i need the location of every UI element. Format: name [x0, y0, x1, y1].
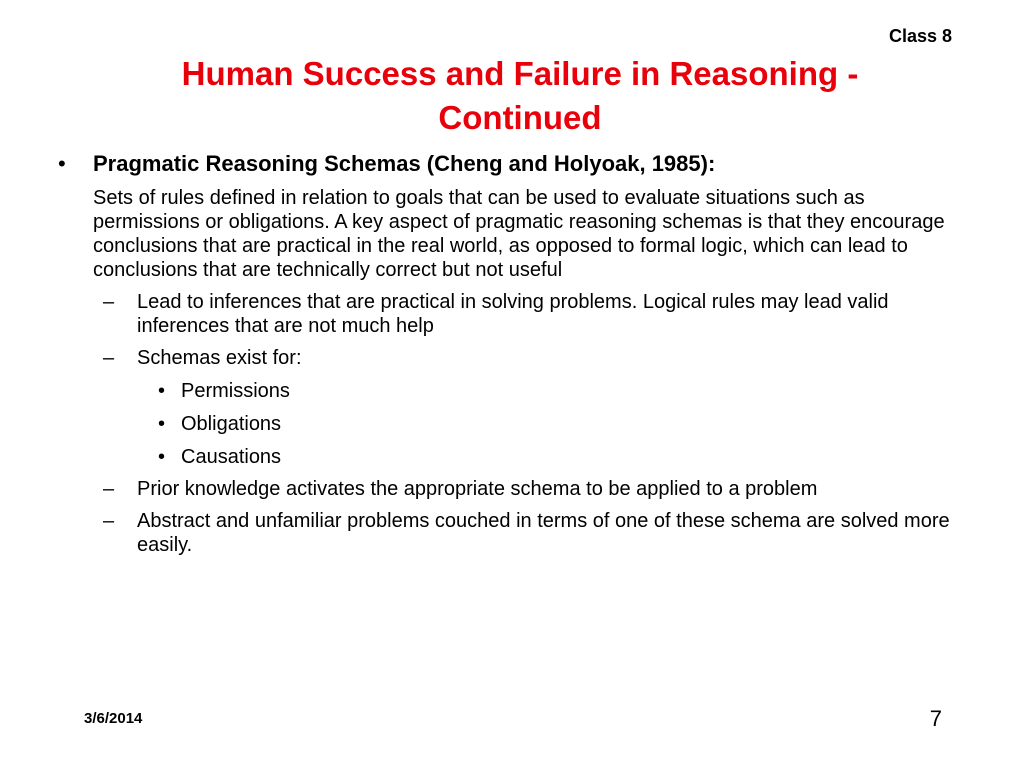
title-line-1: Human Success and Failure in Reasoning - [181, 55, 859, 92]
slide-content [58, 150, 970, 557]
bullet-icon: • [158, 413, 166, 435]
sub-item-schemas [103, 346, 970, 370]
sub-item-inferences [103, 290, 970, 338]
title-line-2: Continued [438, 99, 602, 136]
page-number: 7 [929, 706, 942, 731]
dash-icon: – [103, 291, 115, 313]
class-label: Class 8 [888, 26, 952, 46]
dash-icon: – [103, 510, 115, 532]
sub-item-text: Lead to inferences that are practical in solving problems. Logical rules may lead valid inferences that are not much help [137, 291, 889, 337]
bullet-icon: • [158, 380, 166, 402]
bullet-icon: • [58, 151, 66, 176]
bullet-icon: • [158, 446, 166, 468]
schema-item-obligations [158, 412, 970, 436]
sub-item-abstract-problems [103, 509, 970, 557]
sub-item-text: Abstract and unfamiliar problems couched in terms of one of these schema are solved more easily. [137, 510, 950, 556]
schema-item-text: Permissions [181, 380, 290, 402]
schema-item-causations [158, 445, 970, 469]
dash-icon: – [103, 347, 115, 369]
footer-date: 3/6/2014 [84, 710, 143, 727]
schema-item-permissions [158, 379, 970, 403]
bullet-paragraph: Sets of rules defined in relation to goals that can be used to evaluate situations such as permissions or obligations. A key aspect of pragmatic reasoning schemas is that they encourage conclusions that are practical in the real world, as opposed to formal logic, which can lead to conclusions that are technically correct but not useful [93, 187, 945, 281]
sub-item-text: Schemas exist for: [137, 347, 302, 369]
dash-icon: – [103, 478, 115, 500]
schema-item-text: Causations [181, 446, 282, 468]
sub-item-prior-knowledge [103, 477, 970, 501]
schema-item-text: Obligations [181, 413, 282, 435]
sub-item-text: Prior knowledge activates the appropriate schema to be applied to a problem [137, 478, 818, 500]
slide-title [90, 52, 950, 140]
bullet-heading: Pragmatic Reasoning Schemas (Cheng and Holyoak, 1985): [93, 151, 716, 176]
main-bullet [58, 150, 970, 178]
